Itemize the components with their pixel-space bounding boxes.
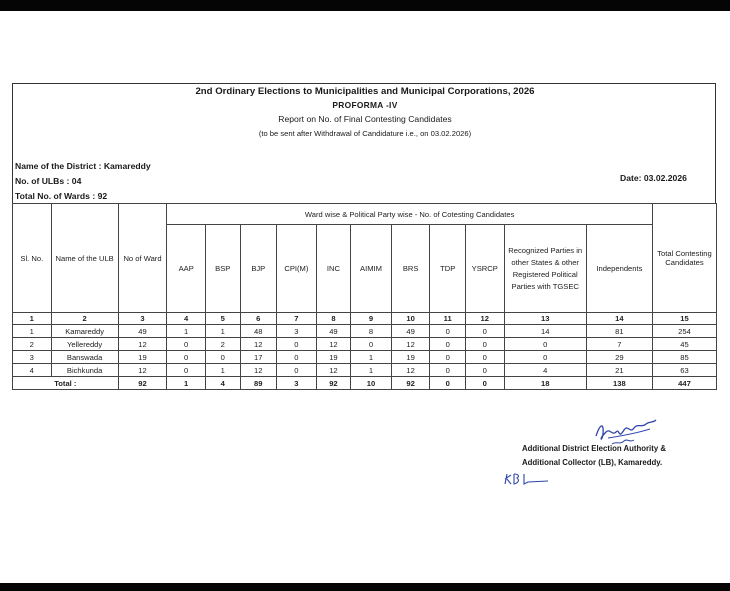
col-no-of-ward: No of Ward — [118, 204, 167, 313]
cell-sl: 4 — [13, 364, 52, 377]
cell-value: 0 — [167, 338, 206, 351]
index-cell: 10 — [391, 313, 430, 325]
candidates-table — [12, 203, 717, 390]
cell-value: 12 — [391, 338, 430, 351]
cell-value: 49 — [316, 325, 351, 338]
col-independents: Independents — [586, 225, 652, 313]
index-cell: 13 — [504, 313, 586, 325]
cell-value: 14 — [504, 325, 586, 338]
cell-value: 21 — [586, 364, 652, 377]
col-party: AAP — [167, 225, 206, 313]
top-black-border — [0, 0, 730, 11]
cell-sl: 3 — [13, 351, 52, 364]
col-total-candidates: Total Contesting Candidates — [652, 204, 716, 313]
ward-count: Total No. of Wards : 92 — [15, 191, 108, 201]
index-cell: 9 — [351, 313, 392, 325]
index-cell: 4 — [167, 313, 206, 325]
col-party: BSP — [205, 225, 240, 313]
cell-value: 17 — [240, 351, 277, 364]
total-cell: 1 — [167, 377, 206, 390]
cell-value: 12 — [316, 338, 351, 351]
cell-value: 2 — [205, 338, 240, 351]
cell-value: 0 — [504, 351, 586, 364]
cell-value: 0 — [430, 351, 466, 364]
table-row — [13, 338, 717, 351]
total-row — [13, 377, 717, 390]
table-row — [13, 325, 717, 338]
col-party: AIMIM — [351, 225, 392, 313]
index-cell: 5 — [205, 313, 240, 325]
cell-value: 0 — [465, 325, 504, 338]
cell-value: 1 — [351, 351, 392, 364]
cell-wards: 49 — [118, 325, 167, 338]
cell-total: 45 — [652, 338, 716, 351]
signatory-line-2: Additional Collector (LB), Kamareddy. — [522, 458, 663, 467]
table-row — [13, 351, 717, 364]
index-cell: 7 — [277, 313, 317, 325]
cell-value: 48 — [240, 325, 277, 338]
cell-value: 12 — [240, 338, 277, 351]
cell-value: 7 — [586, 338, 652, 351]
total-cell: 0 — [430, 377, 466, 390]
index-cell: 14 — [586, 313, 652, 325]
cell-value: 0 — [465, 351, 504, 364]
index-cell: 6 — [240, 313, 277, 325]
report-title: Report on No. of Final Contesting Candidates — [278, 114, 452, 124]
cell-value: 0 — [465, 364, 504, 377]
cell-ulb: Bichkunda — [51, 364, 118, 377]
cell-value: 0 — [277, 364, 317, 377]
col-party: CPI(M) — [277, 225, 317, 313]
signatory-block — [522, 442, 666, 470]
ulb-count: No. of ULBs : 04 — [15, 176, 82, 186]
index-cell: 3 — [118, 313, 167, 325]
report-date: Date: 03.02.2026 — [620, 173, 687, 183]
district-name: Name of the District : Kamareddy — [15, 161, 151, 171]
col-sl-no: Sl. No. — [13, 204, 52, 313]
col-party: INC — [316, 225, 351, 313]
cell-value: 0 — [277, 338, 317, 351]
col-ulb-name: Name of the ULB — [51, 204, 118, 313]
total-label: Total : — [13, 377, 119, 390]
table-row — [13, 364, 717, 377]
total-cell: 447 — [652, 377, 716, 390]
cell-value: 1 — [167, 325, 206, 338]
total-cell: 89 — [240, 377, 277, 390]
index-cell: 2 — [51, 313, 118, 325]
cell-value: 4 — [504, 364, 586, 377]
cell-value: 0 — [430, 364, 466, 377]
proforma-label: PROFORMA -IV — [332, 100, 398, 110]
index-cell: 1 — [13, 313, 52, 325]
cell-wards: 19 — [118, 351, 167, 364]
col-party: TDP — [430, 225, 466, 313]
cell-value: 19 — [316, 351, 351, 364]
cell-value: 1 — [351, 364, 392, 377]
column-index-row — [13, 313, 717, 325]
cell-total: 85 — [652, 351, 716, 364]
index-cell: 11 — [430, 313, 466, 325]
cell-value: 0 — [465, 338, 504, 351]
col-recognized-parties: Recognized Parties in other States & other Registered Political Parties with TGSEC — [504, 225, 586, 313]
total-cell: 138 — [586, 377, 652, 390]
total-cell: 10 — [351, 377, 392, 390]
col-party: BRS — [391, 225, 430, 313]
signatory-line-1: Additional District Election Authority & — [522, 444, 666, 453]
cell-value: 0 — [205, 351, 240, 364]
initials-scribble — [502, 470, 552, 488]
total-cell: 4 — [205, 377, 240, 390]
cell-value: 12 — [240, 364, 277, 377]
cell-sl: 1 — [13, 325, 52, 338]
cell-value: 0 — [277, 351, 317, 364]
cell-total: 254 — [652, 325, 716, 338]
cell-ulb: Kamareddy — [51, 325, 118, 338]
total-cell: 92 — [316, 377, 351, 390]
cell-value: 1 — [205, 325, 240, 338]
cell-value: 0 — [504, 338, 586, 351]
total-cell: 0 — [465, 377, 504, 390]
cell-value: 1 — [205, 364, 240, 377]
report-note: (to be sent after Withdrawal of Candidature i.e., on 03.02.2026) — [258, 129, 472, 138]
cell-value: 8 — [351, 325, 392, 338]
total-cell: 92 — [391, 377, 430, 390]
cell-wards: 12 — [118, 338, 167, 351]
index-cell: 12 — [465, 313, 504, 325]
cell-value: 3 — [277, 325, 317, 338]
bottom-black-border — [0, 583, 730, 591]
total-cell: 18 — [504, 377, 586, 390]
index-cell: 15 — [652, 313, 716, 325]
col-party: BJP — [240, 225, 277, 313]
total-cell: 92 — [118, 377, 167, 390]
cell-value: 49 — [391, 325, 430, 338]
cell-sl: 2 — [13, 338, 52, 351]
cell-ulb: Banswada — [51, 351, 118, 364]
cell-total: 63 — [652, 364, 716, 377]
cell-value: 81 — [586, 325, 652, 338]
cell-value: 0 — [430, 325, 466, 338]
index-cell: 8 — [316, 313, 351, 325]
election-title: 2nd Ordinary Elections to Municipalities and Municipal Corporations, 2026 — [195, 86, 535, 97]
cell-value: 0 — [430, 338, 466, 351]
total-cell: 3 — [277, 377, 317, 390]
cell-value: 0 — [167, 351, 206, 364]
party-wise-header: Ward wise & Political Party wise - No. of Cotesting Candidates — [167, 204, 653, 225]
cell-value: 0 — [167, 364, 206, 377]
cell-value: 0 — [351, 338, 392, 351]
cell-ulb: Yellereddy — [51, 338, 118, 351]
cell-value: 19 — [391, 351, 430, 364]
cell-value: 12 — [391, 364, 430, 377]
cell-value: 29 — [586, 351, 652, 364]
col-party: YSRCP — [465, 225, 504, 313]
cell-wards: 12 — [118, 364, 167, 377]
cell-value: 12 — [316, 364, 351, 377]
